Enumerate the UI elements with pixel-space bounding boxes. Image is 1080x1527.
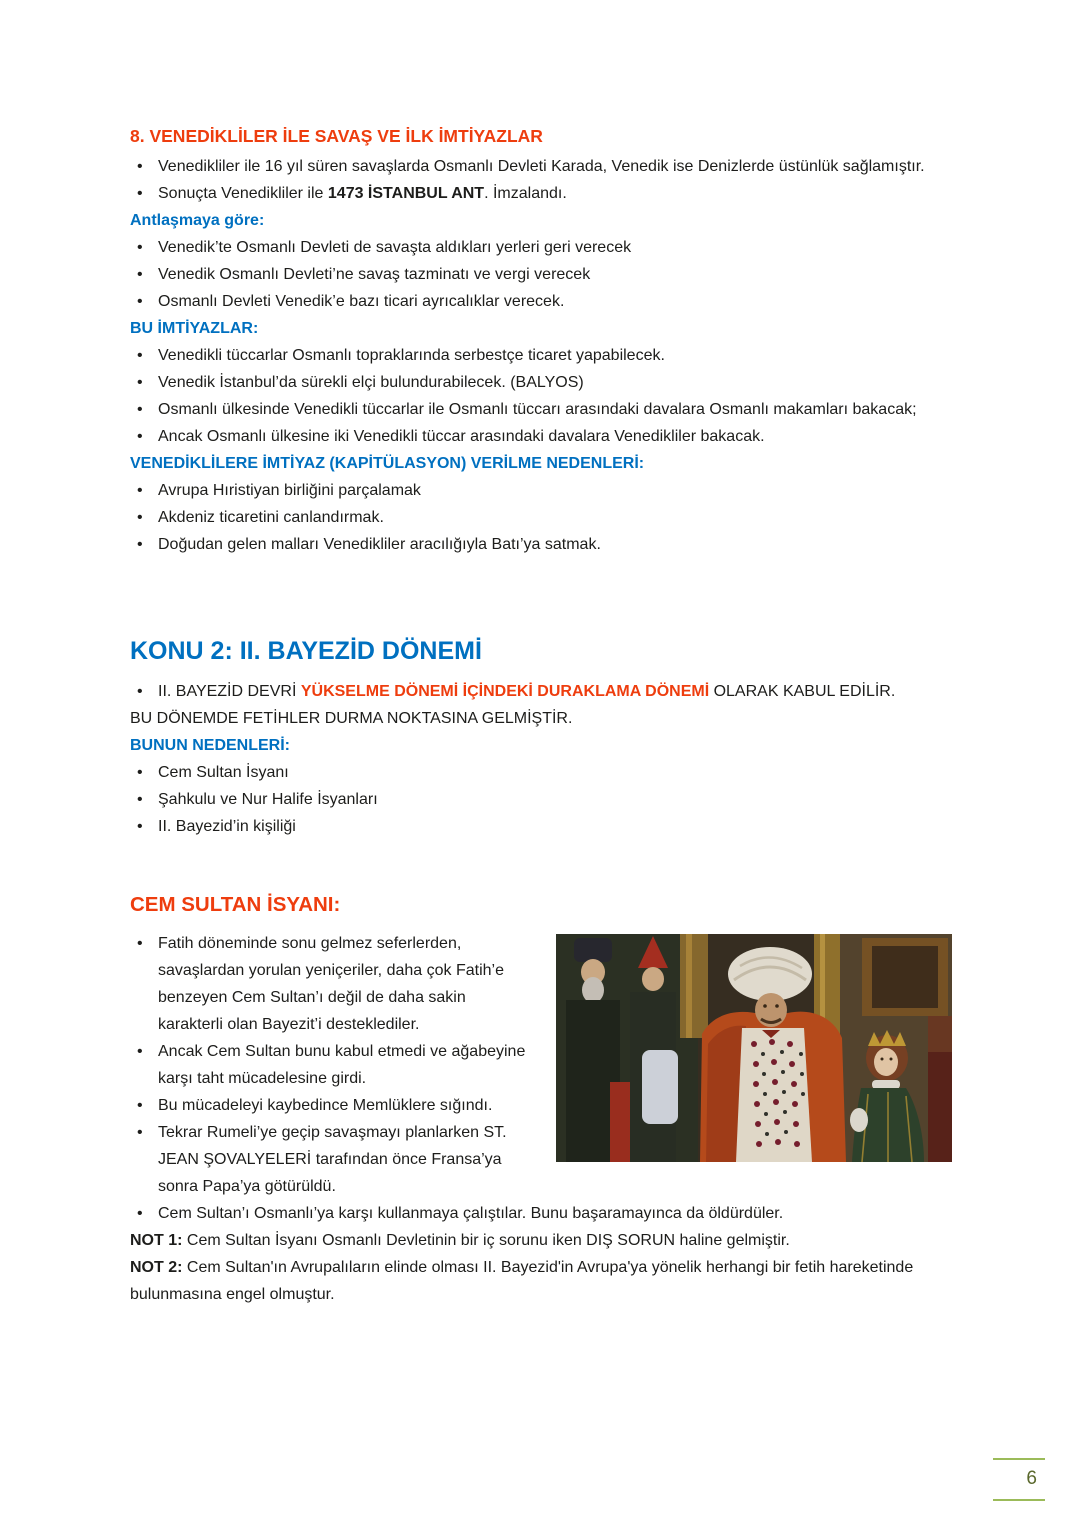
bullet-text: Osmanlı ülkesinde Venedikli tüccarlar ile Osmanlı tüccarı arasındaki davalara Osmanlı makamları bakacak; — [158, 401, 917, 418]
bullet-list — [130, 234, 952, 315]
bullet-text: Venedikli tüccarlar Osmanlı topraklarında serbestçe ticaret yapabilecek. — [158, 347, 665, 364]
list-item — [130, 477, 952, 504]
bullet-text: Doğudan gelen malları Venedikliler aracılığıyla Batı’ya satmak. — [158, 536, 601, 553]
bullet-text: . İmzalandı. — [484, 185, 567, 202]
topic-heading-bayezid: KONU 2: II. BAYEZİD DÖNEMİ — [130, 637, 482, 665]
list-item — [130, 786, 952, 813]
bullet-text: Akdeniz ticaretini canlandırmak. — [158, 509, 384, 526]
note-label: NOT 1: — [130, 1232, 183, 1249]
bullet-text: Fatih döneminde sonu gelmez seferlerden, savaşlardan yorulan yeniçeriler, daha çok Fatih’e benzeyen Cem Sultan’ı değil de daha sakin karakterli olan Bayezit’i desteklediler. — [158, 935, 504, 1033]
list-item — [130, 180, 952, 207]
bullet-text-highlight: YÜKSELME DÖNEMİ İÇİNDEKİ DURAKLAMA DÖNEMİ — [300, 683, 710, 700]
bullet-text: Şahkulu ve Nur Halife İsyanları — [158, 791, 378, 808]
section-heading-venetian-war: 8. VENEDİKLİLER İLE SAVAŞ VE İLK İMTİYAZLAR — [130, 126, 543, 146]
section-bayezid-period — [130, 634, 952, 840]
bullet-text: Cem Sultan İsyanı — [158, 764, 289, 781]
list-item — [130, 1200, 952, 1227]
note-2 — [130, 1254, 952, 1308]
bullet-list — [130, 930, 952, 1227]
list-item — [130, 678, 952, 705]
list-item — [130, 759, 952, 786]
note-1 — [130, 1227, 952, 1254]
bullet-text: Venedik’te Osmanlı Devleti de savaşta aldıkları yerleri geri verecek — [158, 239, 632, 256]
bullet-text: Ancak Cem Sultan bunu kabul etmedi ve ağabeyine karşı taht mücadelesine girdi. — [158, 1043, 526, 1087]
list-item — [130, 1119, 952, 1200]
list-item — [130, 504, 952, 531]
list-item — [130, 1038, 952, 1092]
list-item — [130, 288, 952, 315]
bullet-text: Tekrar Rumeli’ye geçip savaşmayı planlarken ST. JEAN ŞOVALYELERİ tarafından önce Fransa’ya sonra Papa’ya götürüldü. — [158, 1124, 507, 1195]
list-item — [130, 531, 952, 558]
subheading-privileges: BU İMTİYAZLAR: — [130, 320, 259, 337]
bullet-list — [130, 153, 952, 207]
bullet-list — [130, 678, 952, 705]
list-item — [130, 261, 952, 288]
bullet-list — [130, 477, 952, 558]
list-item — [130, 423, 952, 450]
bullet-text: Bu mücadeleyi kaybedince Memlüklere sığındı. — [158, 1097, 493, 1114]
subheading-capitulation-reasons: VENEDİKLİLERE İMTİYAZ (KAPİTÜLASYON) VERİLME NEDENLERİ: — [130, 455, 645, 472]
section-heading-cem-sultan: CEM SULTAN İSYANI: — [130, 893, 341, 916]
bullet-text: Cem Sultan’ı Osmanlı’ya karşı kullanmaya çalıştılar. Bunu başaramayınca da öldürdüler. — [158, 1205, 784, 1222]
bullet-text: OLARAK KABUL EDİLİR. — [709, 683, 896, 700]
list-item — [130, 396, 952, 423]
list-item — [130, 930, 952, 1038]
list-item — [130, 813, 952, 840]
subheading-bayezid-reasons: BUNUN NEDENLERİ: — [130, 737, 290, 754]
bullet-text: II. Bayezid’in kişiliği — [158, 818, 296, 835]
list-item — [130, 234, 952, 261]
bullet-text: Venedik Osmanlı Devleti’ne savaş tazminatı ve vergi verecek — [158, 266, 591, 283]
bullet-text: Sonuçta Venedikliler ile — [158, 185, 328, 202]
note-label: NOT 2: — [130, 1259, 183, 1276]
bullet-text: Avrupa Hıristiyan birliğini parçalamak — [158, 482, 421, 499]
list-item — [130, 153, 952, 180]
list-item — [130, 369, 952, 396]
bullet-text-bold: 1473 İSTANBUL ANT — [327, 185, 485, 202]
note-text: Cem Sultan'ın Avrupalıların elinde olması II. Bayezid'in Avrupa'ya yönelik herhangi bir fetih hareketinde bulunmasına engel olmuştur. — [130, 1259, 914, 1303]
bullet-list — [130, 342, 952, 450]
note-text: Cem Sultan İsyanı Osmanlı Devletinin bir iç sorunu iken DIŞ SORUN haline gelmiştir. — [182, 1232, 790, 1249]
page-number: 6 — [1026, 1468, 1037, 1489]
bullet-text: II. BAYEZİD DEVRİ — [158, 683, 301, 700]
list-item — [130, 342, 952, 369]
page-number-box — [993, 1458, 1045, 1501]
bullet-text: Ancak Osmanlı ülkesine iki Venedikli tüccar arasındaki davalara Venedikliler bakacak. — [158, 428, 765, 445]
paragraph-conquests-halted: BU DÖNEMDE FETİHLER DURMA NOKTASINA GELMİŞTİR. — [130, 710, 573, 727]
section-venetian-war — [130, 122, 952, 558]
subheading-treaty-terms: Antlaşmaya göre: — [130, 212, 265, 229]
bullet-list — [130, 759, 952, 840]
section-cem-sultan-revolt — [130, 890, 952, 1308]
bullet-text: Venedik İstanbul’da sürekli elçi bulundurabilecek. (BALYOS) — [158, 374, 584, 391]
bullet-text: Osmanlı Devleti Venedik’e bazı ticari ayrıcalıklar verecek. — [158, 293, 565, 310]
list-item — [130, 1092, 952, 1119]
bullet-text: Venedikliler ile 16 yıl süren savaşlarda Osmanlı Devleti Karada, Venedik ise Denizlerde üstünlük sağlamıştır. — [158, 158, 925, 175]
